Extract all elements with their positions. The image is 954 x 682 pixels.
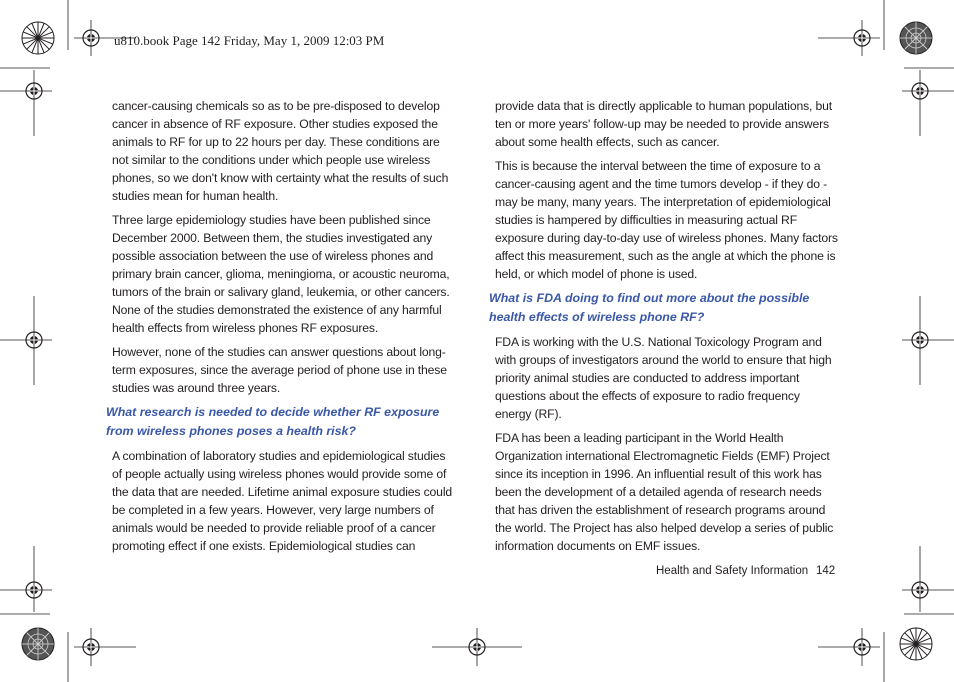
right-column bbox=[489, 97, 839, 561]
section-heading: What research is needed to decide whether RF exposure from wireless phones poses a health risk? bbox=[106, 405, 440, 438]
paragraph: A combination of laboratory studies and epidemiological studies of people actually using wireless phones would provide some of the data that are needed. Lifetime animal exposure studies could be completed in a few years. However, very large numbers of animals would be needed to provide reliable proof of a cancer promoting effect if one exists. Epidemiological studies can bbox=[112, 449, 452, 553]
section-heading: What is FDA doing to find out more about the possible health effects of wireless phone RF? bbox=[489, 291, 810, 324]
paragraph: FDA is working with the U.S. National Toxicology Program and with groups of investigators around the world to ensure that high priority animal studies are conducted to address important questions about the effects of exposure to radio frequency energy (RF). bbox=[495, 335, 832, 421]
file-info-header: u810.book Page 142 Friday, May 1, 2009 12:03 PM bbox=[114, 33, 385, 48]
paragraph: cancer-causing chemicals so as to be pre-disposed to develop cancer in absence of RF exposure. Other studies exposed the animals to RF for up to 22 hours per day. These conditions are not similar to the conditions under which people use wireless phones, so we don't know with certainty what the results of such studies mean for human health. bbox=[112, 99, 449, 203]
paragraph: This is because the interval between the time of exposure to a cancer-causing agent and the time tumors develop - if they do - may be many, many years. The interpretation of epidemiological studies is hampered by difficulties in measuring actual RF exposure during day-to-day use of wireless phones. Many factors affect this measurement, such as the angle at which the phone is held, or which model of phone is used. bbox=[495, 159, 838, 281]
paragraph: Three large epidemiology studies have been published since December 2000. Between them, the studies investigated any possible association between the use of wireless phones and primary brain cancer, glioma, meningioma, or acoustic neuroma, tumors of the brain or salivary gland, leukemia, or other cancers. None of the studies demonstrated the existence of any harmful health effects from wireless phones RF exposures. bbox=[112, 213, 450, 335]
paragraph: FDA has been a leading participant in the World Health Organization international Electromagnetic Fields (EMF) Project since its inception in 1996. An influential result of this work has been the development of a detailed agenda of research needs that has driven the establishment of research programs around the world. The Project has also helped develop a series of public information documents on EMF issues. bbox=[495, 431, 834, 553]
paragraph: provide data that is directly applicable to human populations, but ten or more years' follow-up may be needed to provide answers about some health effects, such as cancer. bbox=[495, 99, 832, 149]
page-number: 142 bbox=[816, 565, 836, 577]
footer-section-label: Health and Safety Information bbox=[656, 565, 809, 577]
left-column bbox=[106, 97, 456, 561]
paragraph: However, none of the studies can answer questions about long-term exposures, since the average period of phone use in these studies was around three years. bbox=[112, 345, 447, 395]
